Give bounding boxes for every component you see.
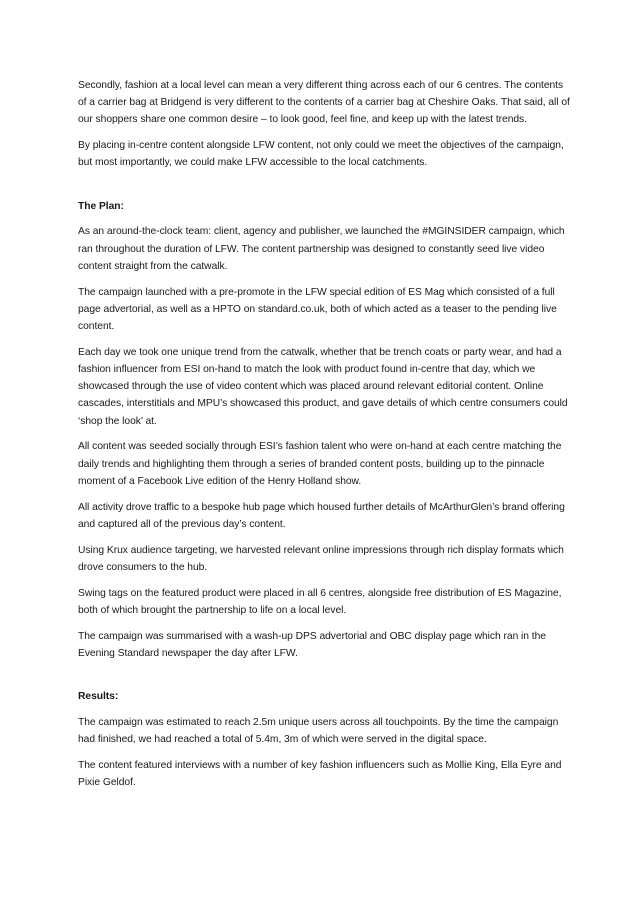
document-page: [78, 77, 570, 800]
intro-paragraph: Secondly, fashion at a local level can mean a very different thing across each of our 6 centres. The contents of a carrier bag at Bridgend is very different to the contents of a carrier bag at Cheshire Oaks. That said, all of our shoppers share one common desire – to look good, feel fine, and keep up with the latest trends.: [78, 80, 570, 126]
plan-paragraph: Swing tags on the featured product were placed in all 6 centres, alongside free distribution of ES Magazine, both of which brought the partnership to life on a local level.: [78, 587, 562, 616]
plan-paragraph: The campaign launched with a pre-promote in the LFW special edition of ES Mag which consisted of a full page advertorial, as well as a HPTO on standard.co.uk, both of which acted as a teaser to the pending live content.: [78, 286, 557, 333]
results-paragraph: The campaign was estimated to reach 2.5m unique users across all touchpoints. By the time the campaign had finished, we had reached a total of 5.4m, 3m of which were served in the digital space.: [78, 716, 559, 746]
plan-heading: The Plan:: [78, 200, 124, 212]
results-paragraph: The content featured interviews with a number of key fashion influencers such as Mollie King, Ella Eyre and Pixie Geldof.: [78, 759, 562, 789]
plan-paragraph: All content was seeded socially through ESI’s fashion talent who were on-hand at each centre matching the daily trends and highlighting them through a series of branded content posts, building up to the pinnacle moment of a Facebook Live edition of the Henry Holland show.: [78, 441, 562, 487]
plan-paragraph: As an around-the-clock team: client, agency and publisher, we launched the #MGINSIDER campaign, which ran throughout the duration of LFW. The content partnership was designed to constantly seed live video content straight from the catwalk.: [78, 226, 565, 272]
plan-paragraph: All activity drove traffic to a bespoke hub page which housed further details of McArthurGlen’s brand offering and captured all of the previous day’s content.: [78, 501, 565, 530]
plan-paragraph: The campaign was summarised with a wash-up DPS advertorial and OBC display page which ran in the Evening Standard newspaper the day after LFW.: [78, 630, 546, 659]
results-heading: Results:: [78, 691, 119, 703]
plan-paragraph: Using Krux audience targeting, we harvested relevant online impressions through rich display formats which drove consumers to the hub.: [78, 544, 564, 573]
intro-paragraph: By placing in-centre content alongside LFW content, not only could we meet the objectives of the campaign, but most importantly, we could make LFW accessible to the local catchments.: [78, 140, 564, 169]
plan-paragraph: Each day we took one unique trend from the catwalk, whether that be trench coats or party wear, and had a fashion influencer from ESI on-hand to match the look with product found in-centre that day, which we showcased through the use of video content which was placed around relevant editorial content. Online cascades, interstitials and MPU’s showcased this product, and gave details of which centre consumers could ‘shop the look’ at.: [78, 346, 568, 427]
